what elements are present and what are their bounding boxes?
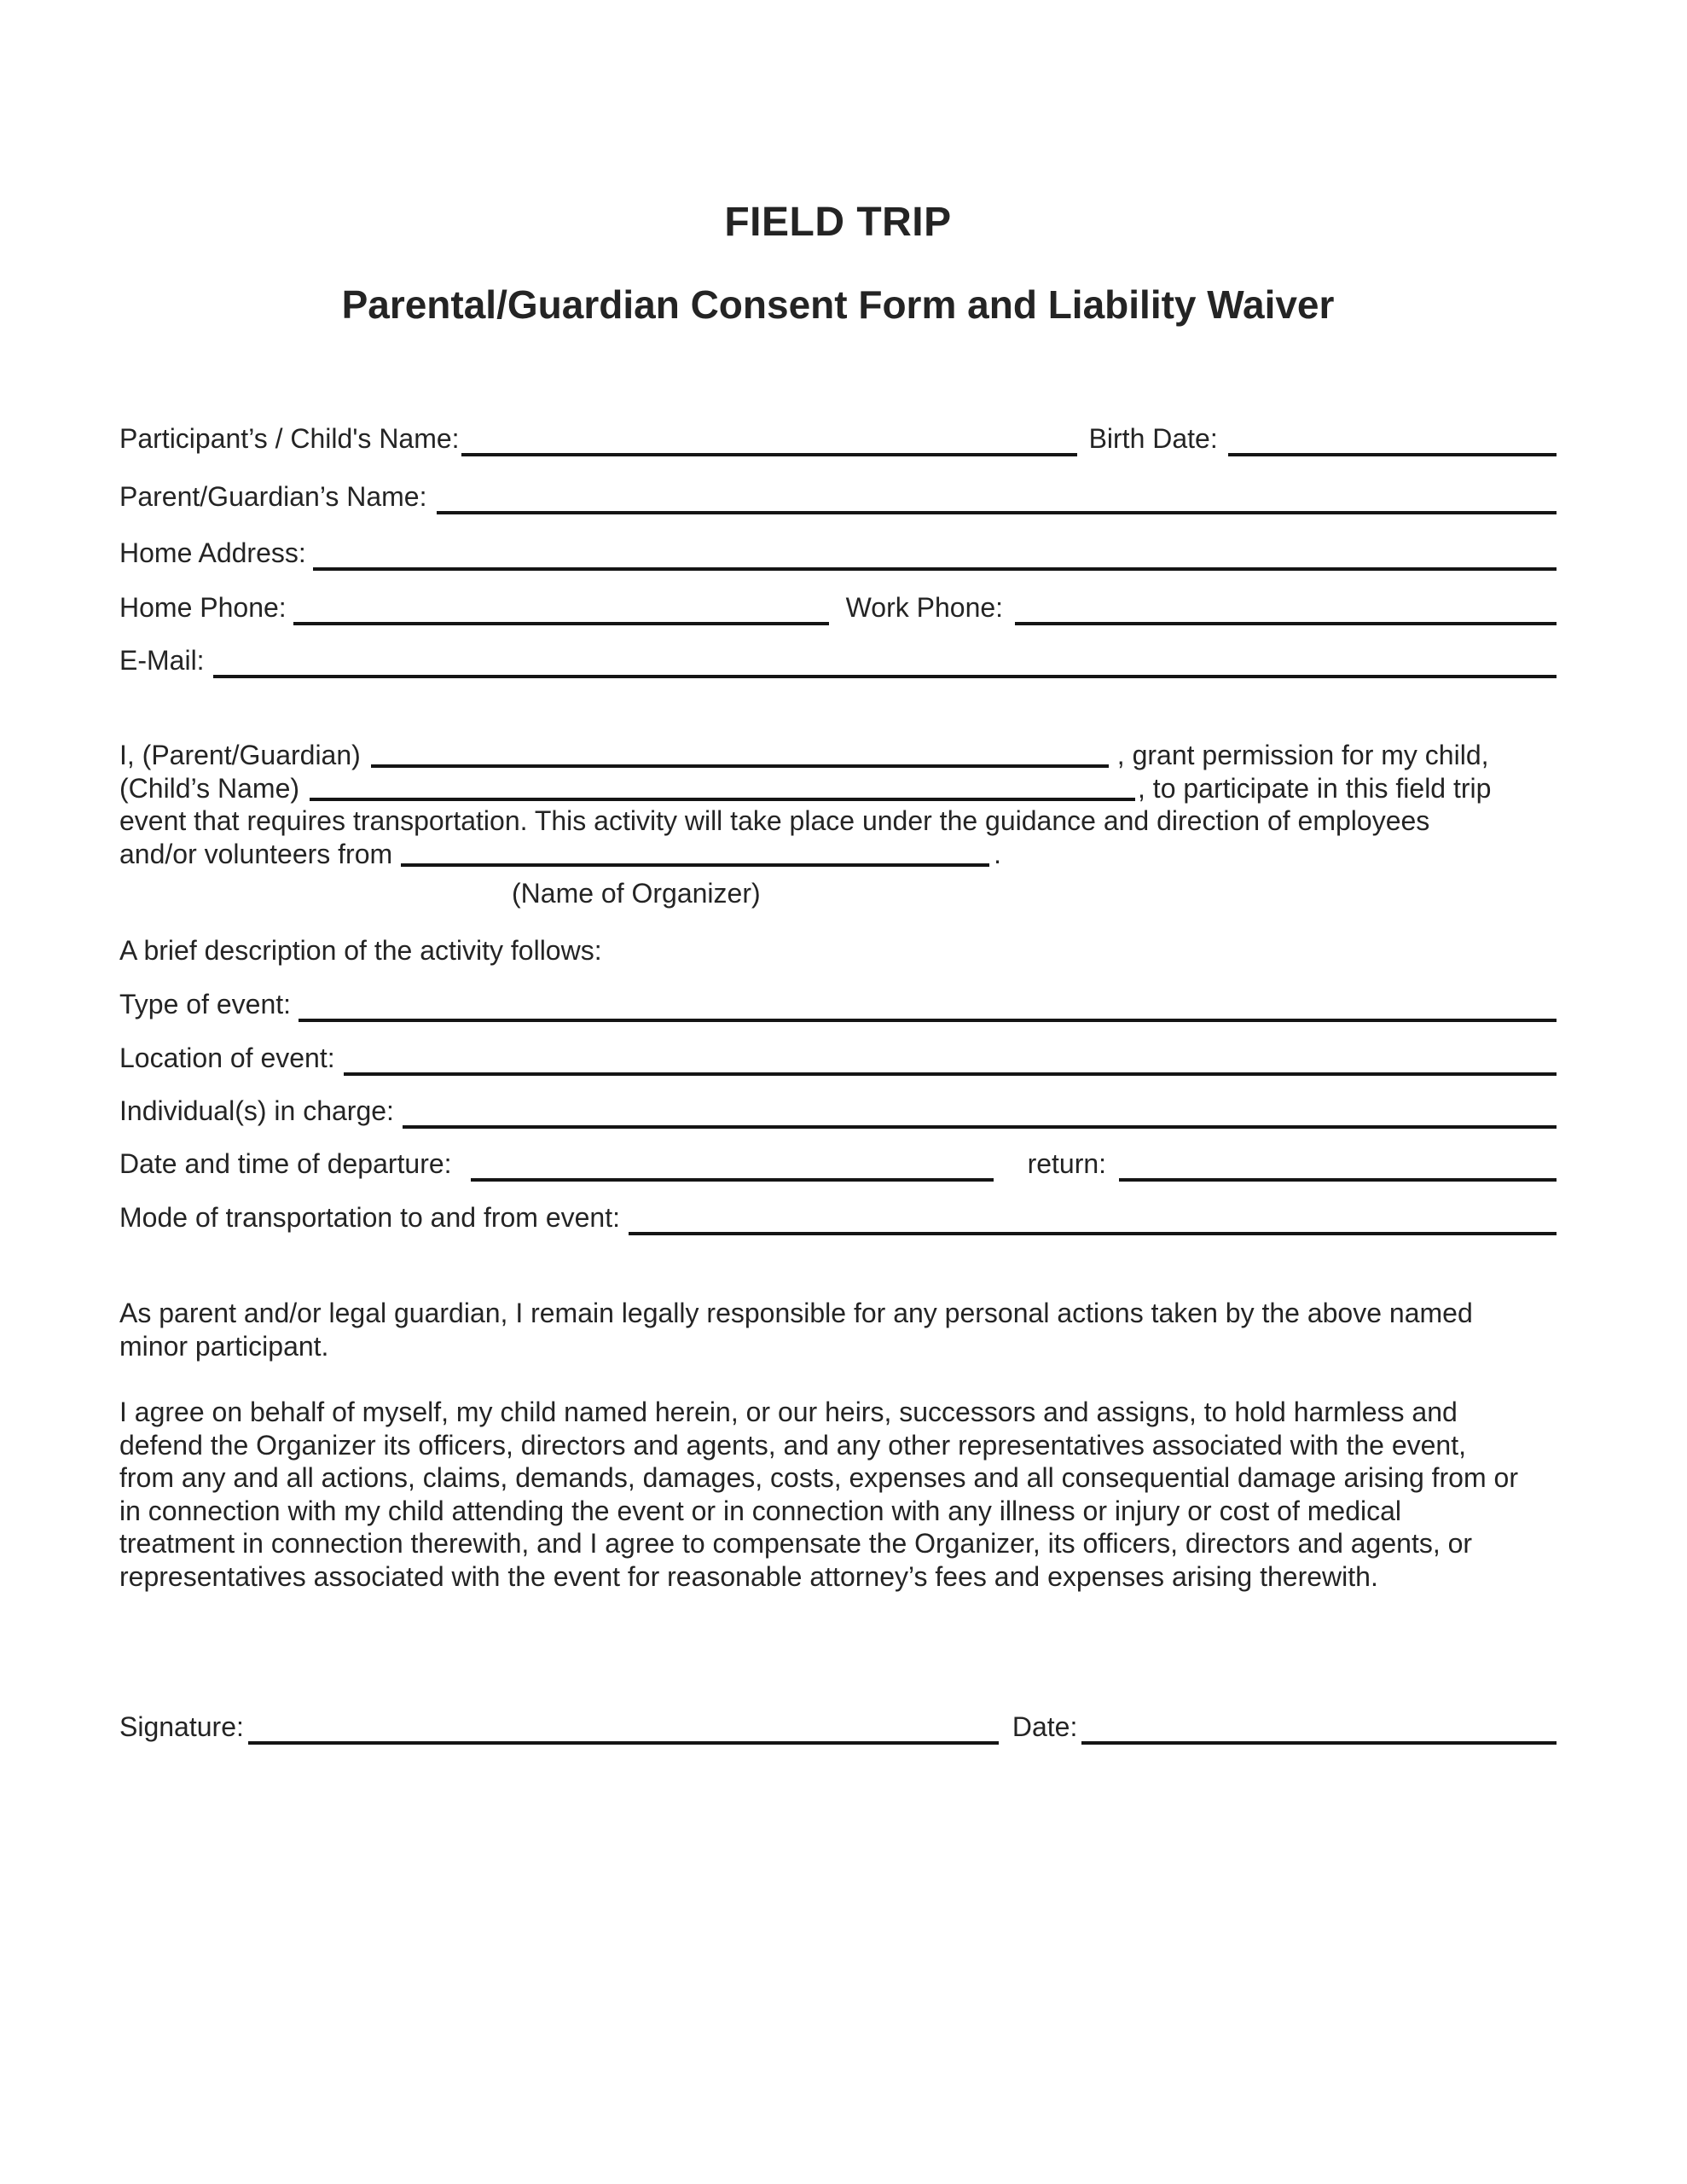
legal-responsibility-paragraph: As parent and/or legal guardian, I remain legally responsible for any personal actions taken by the above named minor participant. bbox=[119, 1298, 1473, 1362]
form-subtitle: Parental/Guardian Consent Form and Liability Waiver bbox=[341, 282, 1335, 327]
permission-line-2 bbox=[119, 772, 1557, 805]
activity-heading: A brief description of the activity follows: bbox=[119, 935, 602, 966]
work-phone-label: Work Phone: bbox=[845, 592, 1004, 623]
grant-permission-text: , grant permission for my child, bbox=[1116, 740, 1489, 770]
signature-field[interactable] bbox=[248, 1741, 999, 1745]
permission-line-4 bbox=[119, 838, 1557, 871]
email-label: E-Mail: bbox=[119, 645, 205, 676]
permission-line-3 bbox=[119, 804, 1557, 838]
transportation-label: Mode of transportation to and from event: bbox=[119, 1202, 620, 1233]
departure-field[interactable] bbox=[471, 1178, 994, 1182]
child-name-field[interactable] bbox=[310, 798, 1135, 801]
signature-row bbox=[119, 1710, 1557, 1744]
home-phone-field[interactable] bbox=[293, 622, 829, 625]
parent-name-row bbox=[119, 479, 1557, 514]
participant-name-label: Participant’s / Child's Name: bbox=[119, 423, 460, 454]
event-type-label: Type of event: bbox=[119, 989, 292, 1019]
event-type-row bbox=[119, 987, 1557, 1021]
organizer-name-field[interactable] bbox=[401, 863, 989, 867]
event-location-field[interactable] bbox=[344, 1072, 1557, 1076]
organizer-caption: (Name of Organizer) bbox=[512, 878, 761, 909]
date-label: Date: bbox=[1012, 1711, 1078, 1742]
transportation-field[interactable] bbox=[629, 1232, 1557, 1235]
return-field[interactable] bbox=[1119, 1178, 1557, 1182]
home-address-row bbox=[119, 536, 1557, 570]
hold-harmless-paragraph: I agree on behalf of myself, my child named herein, or our heirs, successors and assigns, to hold harmless and defend the Organizer its officers, directors and agents, and any other representatives associated with the event, from any and all actions, claims, demands, damages, costs, expenses and all consequential damage arising from or in connection with my child attending the event or in connection with any illness or injury or cost of medical treatment in connection therewith, and I agree to compensate the Organizer, its officers, directors and agents, or representatives associated with the event for reasonable attorney’s fees and expenses arising therewith. bbox=[119, 1397, 1518, 1592]
event-type-field[interactable] bbox=[299, 1019, 1557, 1022]
home-address-label: Home Address: bbox=[119, 537, 306, 568]
home-phone-label: Home Phone: bbox=[119, 592, 287, 623]
email-row bbox=[119, 643, 1557, 677]
event-location-row bbox=[119, 1041, 1557, 1075]
parent-guardian-prefix: I, (Parent/Guardian) bbox=[119, 740, 361, 770]
permission-statement bbox=[119, 739, 1557, 910]
work-phone-field[interactable] bbox=[1015, 622, 1557, 625]
return-label: return: bbox=[1027, 1148, 1107, 1179]
permission-line-1 bbox=[119, 739, 1557, 772]
parent-name-field[interactable] bbox=[437, 511, 1557, 514]
participate-text: , to participate in this field trip bbox=[1138, 772, 1492, 804]
date-field[interactable] bbox=[1081, 1741, 1557, 1745]
individuals-in-charge-field[interactable] bbox=[403, 1125, 1557, 1129]
signature-label: Signature: bbox=[119, 1711, 244, 1742]
email-field[interactable] bbox=[213, 675, 1557, 678]
parent-name-label: Parent/Guardian’s Name: bbox=[119, 481, 427, 512]
transportation-row bbox=[119, 1200, 1557, 1234]
birth-date-field[interactable] bbox=[1228, 453, 1557, 456]
form-title: FIELD TRIP bbox=[724, 200, 952, 245]
home-address-field[interactable] bbox=[313, 567, 1557, 571]
event-location-label: Location of event: bbox=[119, 1043, 335, 1073]
period-text: . bbox=[994, 838, 1002, 869]
transportation-text: event that requires transportation. This activity will take place under the guidance and direction of employees bbox=[119, 805, 1430, 836]
departure-return-row bbox=[119, 1147, 1557, 1181]
individuals-in-charge-row bbox=[119, 1094, 1557, 1128]
volunteers-from-prefix: and/or volunteers from bbox=[119, 838, 393, 869]
departure-label: Date and time of departure: bbox=[119, 1148, 452, 1179]
parent-guardian-name-field[interactable] bbox=[371, 764, 1109, 768]
child-name-prefix: (Child’s Name) bbox=[119, 772, 300, 804]
birth-date-label: Birth Date: bbox=[1088, 423, 1218, 454]
participant-name-field[interactable] bbox=[461, 453, 1077, 456]
phones-row bbox=[119, 590, 1557, 624]
individuals-in-charge-label: Individual(s) in charge: bbox=[119, 1095, 394, 1126]
participant-row bbox=[119, 421, 1557, 456]
